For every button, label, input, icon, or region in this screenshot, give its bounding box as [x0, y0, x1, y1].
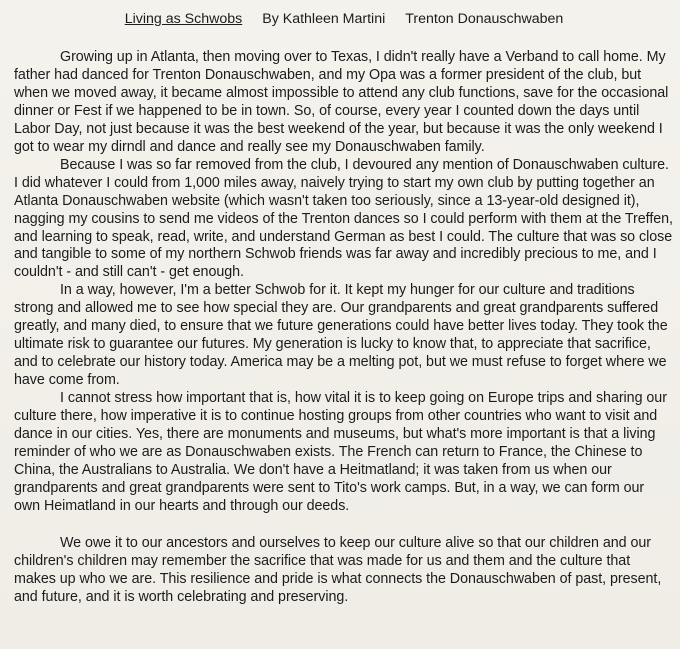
paragraph-4: I cannot stress how important that is, how vital it is to keep going on Europe trips and sharing our culture there, how imperative it is to continue hosting groups from other countries who want to visit and dance in our cities. Yes, there are monuments and museums, but what's more important is that a living reminder of who we are as Donauschwaben exists. The French can return to France, the Chinese to China, the Australians to Australia. We don't have a Heitmatland; it was taken from us when our grandparents and great grandparents were sent to Tito's work camps. But, in a way, we can form our own Heimatland in our hearts and through our deeds.: [14, 390, 667, 514]
article-body: [14, 49, 674, 607]
article-club: Trenton Donauschwaben: [405, 11, 564, 27]
article-header: [14, 10, 674, 29]
paragraph-1: Growing up in Atlanta, then moving over to Texas, I didn't really have a Verband to call home. My father had danced for Trenton Donauschwaben, and my Opa was a former president of the club, but when we moved away, it became almost impossible to attend any club functions, save for the occasional dinner or Fest if we happened to be in town. So, of course, every year I counted down the days until Labor Day, not just because it was the best weekend of the year, but because it was the only weekend I got to wear my dirndl and dance and really see my Donauschwaben family.: [14, 49, 669, 155]
article-author: By Kathleen Martini: [262, 11, 386, 27]
article-title: Living as Schwobs: [124, 11, 243, 27]
paragraph-3: In a way, however, I'm a better Schwob for it. It kept my hunger for our culture and traditions strong and allowed me to see how special they are. Our grandparents and great grandparents suffered greatly, and many died, to ensure that we future generations could have better lives today. They took the ultimate risk to guarantee our futures. My generation is lucky to know that, to appreciate that sacrifice, and to celebrate our history today. America may be a melting pot, but we must refuse to forget where we have come from.: [14, 282, 668, 389]
paragraph-2: Because I was so far removed from the club, I devoured any mention of Donauschwaben culture. I did whatever I could from 1,000 miles away, naively trying to start my own club by putting together an Atlanta Donauschwaben website (which wasn't taken too seriously, since a 13-year-old designed it), nagging my cousins to send me videos of the Trenton dances so I could perform with them at the Treffen, and learning to speak, read, write, and understand German as best I could. The culture that was so close and tangible to some of my northern Schwob friends was far away and incredibly precious to me, and I couldn't - and still can't - get enough.: [14, 156, 673, 281]
paragraph-5: We owe it to our ancestors and ourselves to keep our culture alive so that our children and our children's children may remember the sacrifice that was made for us and them and the culture that makes up who we are. This resilience and pride is what connects the Donauschwaben of past, present, and future, and it is worth celebrating and preserving.: [14, 534, 662, 605]
